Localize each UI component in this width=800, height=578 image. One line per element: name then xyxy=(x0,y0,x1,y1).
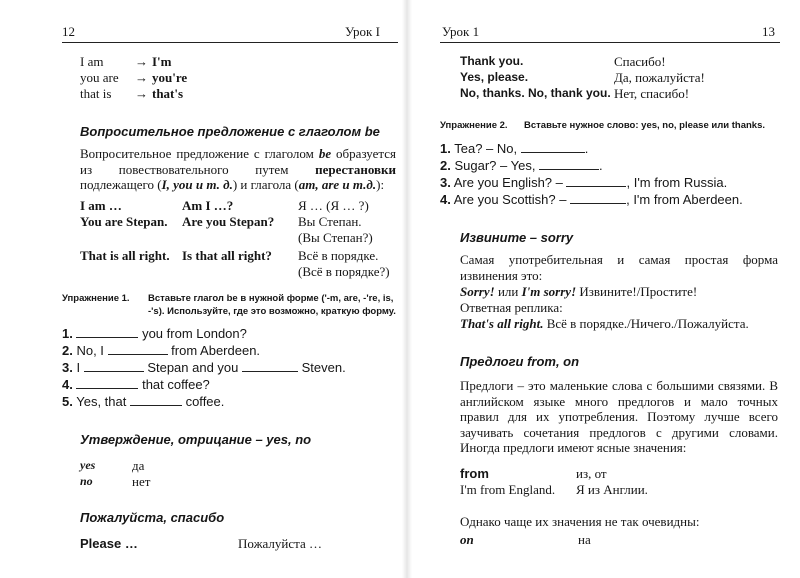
header-rule-right xyxy=(440,42,780,43)
answer-blank[interactable] xyxy=(570,192,626,204)
text-run: перестановки xyxy=(315,161,396,177)
section-heading-prepositions: Предлоги from, on xyxy=(460,354,580,369)
answer-blank[interactable] xyxy=(76,377,138,389)
preposition-on: on xyxy=(460,532,474,547)
running-head-right: Урок 1 xyxy=(442,24,480,39)
no-translation: нет xyxy=(132,474,151,489)
yes-translation: да xyxy=(132,458,145,473)
please-translation: Пожалуйста … xyxy=(238,536,323,551)
arrow-icon: → xyxy=(135,70,148,85)
text-run: Извините!/Простите! xyxy=(576,284,698,299)
statement: I am … xyxy=(80,198,122,213)
answer-blank[interactable] xyxy=(242,360,298,372)
exercise-item xyxy=(62,377,210,393)
exercise-instructions: Вставьте глагол be в нужной форме ('-m, are, -'re, is, xyxy=(148,293,394,304)
arrow-icon: → xyxy=(135,54,148,69)
reply-line xyxy=(460,316,749,332)
prepositions-paragraph: Предлоги – это маленькие слова с большими связями. В английском языке много предлогов и мало точных правил для их употребления. Поэтому лучше всего заучивать сочетания предлогов с другими словами. Иногда предлоги имеют ясные значения: xyxy=(460,378,778,456)
yes-word: yes xyxy=(80,458,96,472)
text-run: Yes, that xyxy=(76,394,130,409)
exercise-item xyxy=(440,175,727,191)
text-run: am, are и т.д. xyxy=(298,177,377,193)
please-word: Please … xyxy=(80,536,138,551)
contraction-full: you are xyxy=(80,70,119,85)
no-word: no xyxy=(80,474,93,488)
item-number: 1. xyxy=(62,326,73,341)
answer-blank[interactable] xyxy=(76,326,138,338)
phrase-translation: Нет, спасибо! xyxy=(614,86,690,101)
text-run: No, I xyxy=(76,343,108,358)
page-number-left: 12 xyxy=(62,24,75,39)
item-number: 4. xyxy=(440,192,451,207)
contraction-short: that's xyxy=(152,86,184,101)
answer-blank[interactable] xyxy=(521,141,585,153)
exercise-label: Упражнение 1. xyxy=(62,293,130,304)
answer-blank[interactable] xyxy=(108,343,168,355)
item-number: 3. xyxy=(62,360,73,375)
text-run: или xyxy=(494,284,522,299)
exercise-item xyxy=(62,360,346,376)
text-run: I, you и т. д. xyxy=(161,177,233,193)
preposition-translation: из, от xyxy=(576,466,607,481)
text-run: from Aberdeen. xyxy=(167,343,261,358)
text-run: Tea? – No, xyxy=(454,141,521,156)
exercise-item xyxy=(440,192,743,208)
answer-blank[interactable] xyxy=(130,394,182,406)
translation: Вы Степан. xyxy=(298,214,362,229)
translation: Всё в порядке. xyxy=(298,248,379,263)
preposition-on-translation: на xyxy=(578,532,591,547)
page-number-right: 13 xyxy=(762,24,775,39)
section-heading-questions: Вопросительное предложение с глаголом be xyxy=(80,124,380,139)
text-run: образуется из повествовательного путем xyxy=(80,146,396,177)
text-run: Are you English? – xyxy=(453,175,567,190)
text-run: That's all right. xyxy=(460,316,544,331)
statement: You are Stepan. xyxy=(80,214,168,229)
contraction-short: you're xyxy=(152,70,188,85)
item-number: 2. xyxy=(440,158,451,173)
translation: (Всё в порядке?) xyxy=(298,264,390,279)
exercise-item xyxy=(62,326,247,342)
arrow-icon: → xyxy=(135,86,148,101)
phrase-translation: Спасибо! xyxy=(614,54,666,69)
phrase: Thank you. xyxy=(460,54,524,68)
section-heading-yes-no: Утверждение, отрицание – yes, no xyxy=(80,432,312,447)
text-run: . xyxy=(599,158,603,173)
exercise-label: Упражнение 2. xyxy=(440,120,508,131)
question: Is that all right? xyxy=(182,248,272,263)
contraction-short: I'm xyxy=(152,54,172,69)
text-run: Sugar? – Yes, xyxy=(454,158,540,173)
section-heading-please: Пожалуйста, спасибо xyxy=(80,510,225,525)
exercise-instructions: -'s). Используйте, где это возможно, краткую форму. xyxy=(148,306,396,317)
exercise-item xyxy=(440,141,588,157)
header-rule-left xyxy=(62,42,398,43)
exercise-item xyxy=(62,343,260,359)
text-run: Sorry! xyxy=(460,284,495,299)
prepositions-note: Однако чаще их значения не так очевидны: xyxy=(460,514,700,529)
text-run: you from London? xyxy=(138,326,247,341)
text-run: I xyxy=(76,360,84,375)
running-head-left: Урок I xyxy=(345,24,380,39)
contraction-full: that is xyxy=(80,86,112,101)
text-run: be xyxy=(318,146,332,161)
text-run: Stepan and you xyxy=(143,360,243,375)
text-run: Are you Scottish? – xyxy=(453,192,571,207)
text-run: I'm sorry! xyxy=(521,284,577,299)
text-run: Всё в порядке./Ничего./Пожалуйста. xyxy=(543,316,749,331)
questions-paragraph xyxy=(80,146,396,193)
question: Am I …? xyxy=(182,198,234,213)
item-number: 2. xyxy=(62,343,73,358)
text-run: that coffee? xyxy=(138,377,210,392)
exercise-item xyxy=(440,158,603,174)
sorry-line xyxy=(460,284,697,300)
text-run: , I'm from Aberdeen. xyxy=(626,192,743,207)
text-run: Steven. xyxy=(298,360,346,375)
item-number: 3. xyxy=(440,175,451,190)
text-run: подлежащего ( xyxy=(80,177,162,193)
answer-blank[interactable] xyxy=(566,175,626,187)
reply-label: Ответная реплика: xyxy=(460,300,563,315)
text-run: coffee. xyxy=(181,394,225,409)
exercise-item xyxy=(62,394,224,410)
item-number: 4. xyxy=(62,377,73,392)
text-run: , I'm from Russia. xyxy=(626,175,728,190)
answer-blank[interactable] xyxy=(84,360,144,372)
text-run: Вопросительное предложение с глаголом xyxy=(80,146,319,161)
phrase: No, thanks. No, thank you. xyxy=(460,86,611,100)
preposition-word: from xyxy=(460,466,489,481)
example-sentence: I'm from England. xyxy=(460,482,556,497)
example-translation: Я из Англии. xyxy=(576,482,648,497)
right-page xyxy=(408,0,800,578)
item-number: 5. xyxy=(62,394,73,409)
section-heading-sorry: Извините – sorry xyxy=(460,230,574,245)
exercise-instructions: Вставьте нужное слово: yes, no, please или thanks. xyxy=(524,120,765,131)
translation: Я … (Я … ?) xyxy=(298,198,369,213)
phrase-translation: Да, пожалуйста! xyxy=(614,70,705,85)
statement: That is all right. xyxy=(80,248,170,263)
text-run: . xyxy=(584,141,589,156)
phrase: Yes, please. xyxy=(460,70,529,84)
contraction-full: I am xyxy=(80,54,104,69)
translation: (Вы Степан?) xyxy=(298,230,373,245)
text-run: ): xyxy=(376,177,385,193)
sorry-paragraph: Самая употребительная и самая простая форма извинения это: xyxy=(460,252,778,283)
item-number: 1. xyxy=(440,141,451,156)
text-run: ) и глагола ( xyxy=(232,177,299,193)
question: Are you Stepan? xyxy=(182,214,275,229)
answer-blank[interactable] xyxy=(539,158,599,170)
